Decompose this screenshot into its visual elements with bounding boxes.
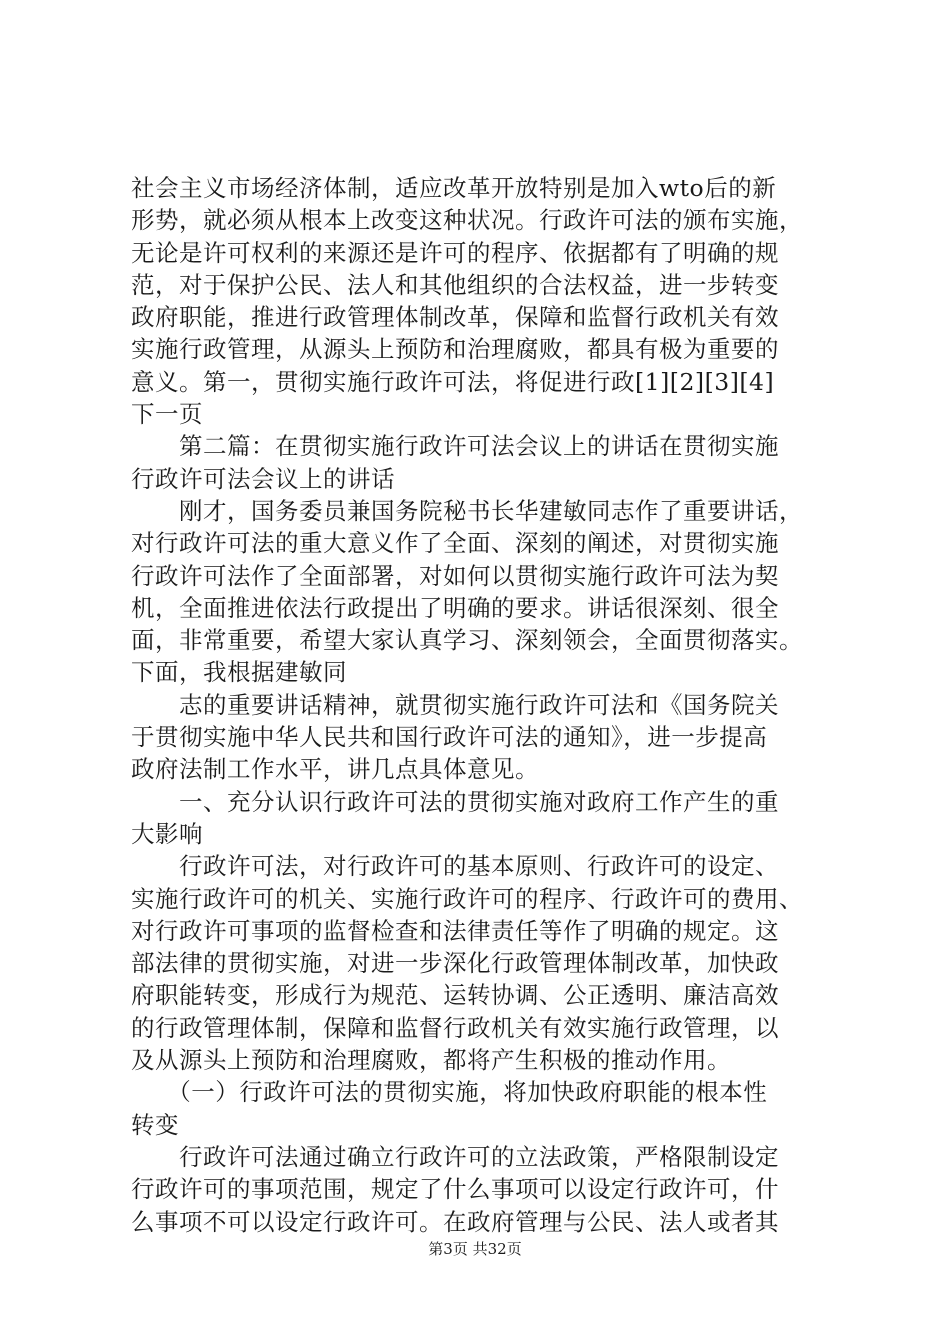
text-line: 行政许可法作了全面部署，对如何以贯彻实施行政许可法为契	[131, 561, 779, 590]
text-line: 对行政许可事项的监督检查和法律责任等作了明确的规定。这	[131, 916, 779, 945]
text-line: 刚才，国务委员兼国务院秘书长华建敏同志作了重要讲话，	[131, 496, 803, 525]
text-line: 行政许可的事项范围，规定了什么事项可以设定行政许可，什	[131, 1175, 779, 1204]
section-heading: 一、充分认识行政许可法的贯彻实施对政府工作产生的重	[131, 787, 779, 816]
text-line: 形势，就必须从根本上改变这种状况。行政许可法的颁布实施，	[131, 206, 803, 235]
document-body	[131, 172, 851, 1238]
text-line: 范，对于保护公民、法人和其他组织的合法权益，进一步转变	[131, 270, 779, 299]
page-footer	[0, 1239, 950, 1259]
text-line: 对行政许可法的重大意义作了全面、深刻的阐述，对贯彻实施	[131, 529, 779, 558]
text-line: 府职能转变，形成行为规范、运转协调、公正透明、廉洁高效	[131, 981, 779, 1010]
text-line: 的行政管理体制，保障和监督行政机关有效实施行政管理，以	[131, 1013, 779, 1042]
text-line: 政府职能，推进行政管理体制改革，保障和监督行政机关有效	[131, 303, 779, 332]
text-line: 社会主义市场经济体制，适应改革开放特别是加入wto后的新	[131, 174, 777, 202]
text-line: 实施行政管理，从源头上预防和治理腐败，都具有极为重要的	[131, 335, 779, 364]
subsection-heading: （一）行政许可法的贯彻实施，将加快政府职能的根本性	[131, 1078, 768, 1107]
text-line: 机，全面推进依法行政提出了明确的要求。讲话很深刻、很全	[131, 593, 779, 622]
text-line: 么事项不可以设定行政许可。在政府管理与公民、法人或者其	[131, 1207, 779, 1236]
text-line: 意义。第一，贯彻实施行政许可法，将促进行政[1][2][3][4]	[131, 367, 775, 396]
text-line: 志的重要讲话精神，就贯彻实施行政许可法和《国务院关	[131, 690, 779, 719]
text-line: 实施行政许可的机关、实施行政许可的程序、行政许可的费用、	[131, 884, 803, 913]
text-line: 及从源头上预防和治理腐败，都将产生积极的推动作用。	[131, 1046, 731, 1075]
text-line: 政府法制工作水平，讲几点具体意见。	[131, 755, 539, 784]
subsection-heading: 转变	[131, 1110, 179, 1139]
text-line: 部法律的贯彻实施，对进一步深化行政管理体制改革，加快政	[131, 949, 779, 978]
section-heading: 大影响	[131, 819, 203, 848]
text-line: 行政许可法通过确立行政许可的立法政策，严格限制设定	[131, 1142, 779, 1171]
text-line: 下面，我根据建敏同	[131, 658, 347, 687]
text-line: 行政许可法，对行政许可的基本原则、行政许可的设定、	[131, 852, 779, 881]
text-line: 于贯彻实施中华人民共和国行政许可法的通知》，进一步提高	[131, 723, 768, 752]
section-heading: 行政许可法会议上的讲话	[131, 464, 395, 493]
text-line: 无论是许可权利的来源还是许可的程序、依据都有了明确的规	[131, 238, 779, 267]
page-number: 第3页 共32页	[428, 1240, 522, 1258]
text-line: 面，非常重要，希望大家认真学习、深刻领会，全面贯彻落实。	[131, 626, 803, 655]
section-heading: 第二篇：在贯彻实施行政许可法会议上的讲话在贯彻实施	[131, 432, 779, 461]
next-page-link[interactable]: 下一页	[131, 400, 203, 429]
